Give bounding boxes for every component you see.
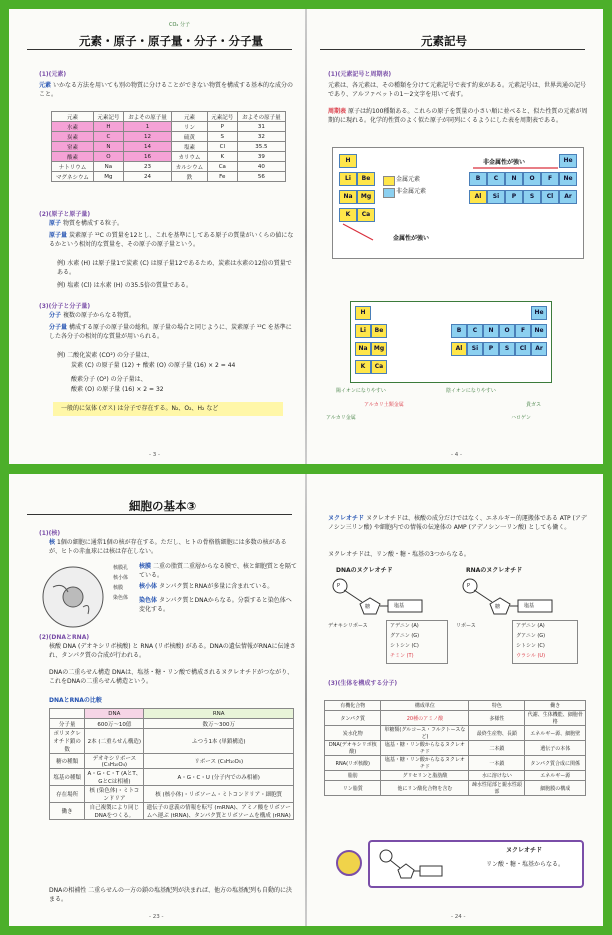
table-cell: 自己複製により同じDNAをつくる。 (85, 803, 144, 820)
element-cell: N (483, 324, 499, 338)
element-cell: Li (339, 172, 357, 186)
summary-nucleotide-icon (376, 846, 446, 880)
header-cell: 有機化合物 (325, 701, 381, 711)
element-cell: Na (339, 190, 357, 204)
table-row (50, 729, 294, 754)
term: 核小体 (139, 583, 158, 590)
element-cell: S (523, 190, 541, 204)
table-header-row (52, 112, 286, 122)
table-cell: 窒素 (52, 142, 94, 152)
table-cell: 糖の種類 (50, 754, 85, 769)
bond-line (474, 590, 492, 602)
page-title: 元素記号 (421, 34, 467, 48)
paragraph: ヌクレオチドは、リン酸・糖・塩基の3つからなる。 (328, 551, 470, 558)
table-cell: 12 (123, 132, 171, 142)
table-title: DNAとRNAの比較 (49, 697, 102, 704)
page-spread-bottom (9, 474, 603, 926)
title-rule (27, 514, 292, 515)
section-heading: (1)(元素) (39, 71, 67, 78)
table-cell: タンパク質 (325, 711, 381, 726)
header-cell: RNA (144, 709, 294, 719)
sugar-name: リボース (456, 623, 476, 629)
table-cell: 炭素 (52, 132, 94, 142)
table-cell: Cl (207, 142, 237, 152)
element-cell: N (505, 172, 523, 186)
paragraph (139, 596, 297, 614)
table-cell: 炭水化物 (325, 726, 381, 741)
table-cell: 塩基・糖・リン酸からなるヌクレオチド (381, 741, 469, 756)
table-cell: エネルギー源、細胞壁 (525, 726, 586, 741)
table-cell: 40 (237, 162, 285, 172)
summary-title: ヌクレオチド (506, 847, 543, 854)
table-row (52, 162, 286, 172)
base-item: グアニン (G) (390, 633, 420, 639)
arrow-line (343, 224, 373, 240)
diagram-label: 核膜 (113, 585, 124, 591)
header-cell (50, 709, 85, 719)
table-cell: P (207, 122, 237, 132)
element-cell: O (523, 172, 541, 186)
definition: タンパク質とRNAが多量に含まれている。 (158, 583, 274, 590)
header-cell: DNA (85, 709, 144, 719)
element-cell: F (515, 324, 531, 338)
table-cell: 核 (核小体)・リボソーム・ミトコンドリア・細胞質 (144, 786, 294, 803)
table-cell: K (207, 152, 237, 162)
element-cell: Mg (371, 342, 387, 356)
table-cell: 他にリン酸化合物を含む (381, 781, 469, 796)
section-heading: (3)(生体を構成する分子) (328, 680, 398, 687)
table-cell: S (207, 132, 237, 142)
element-cell: Ar (531, 342, 547, 356)
diagram-title: DNAのヌクレオチド (336, 567, 393, 574)
term: 核膜 (139, 563, 152, 570)
table-cell: 56 (237, 172, 285, 182)
base-item: ウラシル (U) (516, 653, 546, 659)
summary-text: リン酸・糖・塩基からなる。 (486, 861, 565, 868)
element-cell: He (559, 154, 577, 168)
table-cell: A・G・C・U (分子内でのみ相補) (144, 769, 294, 786)
table-row (325, 771, 586, 781)
definition: ヌクレオチドは、核酸の成分だけではなく、エネルギー的運搬体である ATP (アデノシン三リン酸) や細胞内での情報の伝達体の AMP (アデノシン一リン酸) としても働く。 (328, 515, 587, 531)
table-cell: 最終生産物、長鎖 (469, 726, 525, 741)
page-number: - 23 - (149, 914, 164, 920)
table-cell: 16 (123, 152, 171, 162)
diagram-title: RNAのヌクレオチド (466, 567, 523, 574)
element-cell: H (339, 154, 357, 168)
paragraph (139, 562, 297, 580)
handwritten-note: アルカリ金属 (326, 415, 356, 421)
paragraph (49, 311, 294, 320)
sugar-label: 糖 (495, 604, 501, 610)
term: 核 (49, 539, 56, 546)
table-cell: リン脂質 (325, 781, 381, 796)
base-item: グアニン (G) (516, 633, 546, 639)
bond-line (390, 860, 400, 868)
example: 例) 塩素 (Cl) は水素 (H) の35.5倍の質量である。 (57, 282, 192, 289)
table-cell: 600万〜10億 (85, 719, 144, 729)
trend-label: 非金属性が強い (483, 159, 526, 166)
element-table (51, 111, 286, 182)
table-cell: 塩基の種類 (50, 769, 85, 786)
table-cell: Ca (207, 162, 237, 172)
nucleolus (63, 587, 83, 607)
table-cell: 35.5 (237, 142, 285, 152)
base-item: シトシン (C) (516, 643, 545, 649)
paragraph: DNAの二重らせん構造 DNAは、塩基・糖・リン酸で構成されるヌクレオチドがつながり、これをDNAの二重らせん構造という。 (49, 669, 294, 685)
definition: 構成する原子の原子量の総和。原子量の場合と同じように、炭素原子 ¹²C を基準にした各分子の相対的な質量が用いられる。 (49, 324, 292, 340)
table-cell: 疎水性尾部と親水性頭部 (469, 781, 525, 796)
definition: 炭素原子 ¹²C の質量を12とし、これを基準にしてある原子の質量がいくらの値になるかという相対的な質量を、その原子の原子量という。 (49, 232, 294, 248)
section-heading: (1)(核) (39, 530, 61, 537)
table-cell: グリセリンと脂肪酸 (381, 771, 469, 781)
element-cell: Be (357, 172, 375, 186)
table-header-row (325, 701, 586, 711)
table-cell: 代謝、生体機能、細胞骨格 (525, 711, 586, 726)
annotated-periodic-table (350, 301, 552, 383)
table-cell: 脂肪 (325, 771, 381, 781)
section-heading: (2)(原子と原子量) (39, 211, 91, 218)
term: 元素 (39, 82, 52, 89)
element-cell: S (499, 342, 515, 356)
header-cell: 元素記号 (93, 112, 123, 122)
section-heading: (3)(分子と分子量) (39, 303, 91, 310)
table-cell: 働き (50, 803, 85, 820)
element-cell: Ar (559, 190, 577, 204)
header-cell: およその原子量 (237, 112, 285, 122)
table-cell: Mg (93, 172, 123, 182)
handwritten-note: CO₂ 分子 (169, 22, 191, 28)
table-cell: 酸素 (52, 152, 94, 162)
table-cell: デオキシリボース (C₅H₁₀O₄) (85, 754, 144, 769)
table-row (325, 711, 586, 726)
note: 一般的に気体 (ガス) は分子で存在する。N₂、O₂、H₂ など (61, 405, 219, 412)
trend-label: 金属性が強い (393, 235, 430, 242)
diagram-label: 染色体 (113, 595, 129, 601)
definition: 複数の原子からなる物質。 (62, 312, 135, 319)
base-item: チミン (T) (390, 653, 414, 659)
table-cell: O (93, 152, 123, 162)
element-cell: P (483, 342, 499, 356)
header-cell: 構成単位 (381, 701, 469, 711)
term: ヌクレオチド (328, 515, 365, 522)
element-cell: H (355, 306, 371, 320)
header-cell: 働き (525, 701, 586, 711)
table-cell: 2本 (二重らせん構造) (85, 729, 144, 754)
handwritten-note: 陽イオンになりやすい (336, 388, 386, 394)
table-cell: 23 (123, 162, 171, 172)
page-number: - 4 - (451, 452, 462, 458)
paragraph: 核酸 DNA (デオキシリボ核酸) と RNA (リボ核酸) がある。DNAの遺伝情報がRNAに伝達され、タンパク質の合成が行われる。 (49, 643, 296, 659)
paragraph (139, 582, 297, 591)
term: 周期表 (328, 108, 347, 115)
paragraph (49, 538, 297, 556)
element-cell: C (487, 172, 505, 186)
phosphate-label: P (467, 583, 471, 589)
section-heading: (2)(DNAとRNA) (39, 634, 90, 641)
table-cell: ナトリウム (52, 162, 94, 172)
header-cell: およその原子量 (123, 112, 171, 122)
element-cell: Al (451, 342, 467, 356)
handwritten-note: アルカリ土類金属 (364, 402, 404, 408)
definition: 物質を構成する粒子。 (62, 220, 123, 227)
handwritten-note: 陰イオンになりやすい (446, 388, 496, 394)
table-cell: マグネシウム (52, 172, 94, 182)
element-cell: Ne (559, 172, 577, 186)
table-cell: カルシウム (172, 162, 208, 172)
page-title: 元素・原子・原子量・分子・分子量 (79, 34, 263, 48)
sugar-name: デオキシリボース (328, 623, 368, 629)
table-cell: 多様性 (469, 711, 525, 726)
table-row (50, 786, 294, 803)
dna-rna-table (49, 708, 294, 820)
base-label: 塩基 (524, 603, 535, 609)
section-heading: (1)(元素記号と周期表) (328, 71, 392, 78)
paragraph (49, 323, 294, 341)
footer-paragraph: DNAの相補性 二重らせんの一方の鎖の塩基配列が決まれば、他方の塩基配列も自動的に決まる。 (49, 887, 292, 903)
table-row (52, 152, 286, 162)
paragraph (49, 219, 294, 228)
table-cell: 核 (染色体)・ミトコンドリア (85, 786, 144, 803)
table-row (325, 781, 586, 796)
table-row (52, 122, 286, 132)
magnifier-icon (336, 850, 362, 876)
table-cell: 14 (123, 142, 171, 152)
biomolecule-table (324, 700, 586, 796)
element-cell: Ca (357, 208, 375, 222)
table-cell: ふつう1本 (単鎖構造) (144, 729, 294, 754)
table-cell: 細胞膜の構成 (525, 781, 586, 796)
table-row (325, 726, 586, 741)
diagram-label: 核膜孔 (113, 565, 129, 571)
element-cell: Na (355, 342, 371, 356)
definition: 原子は約100種類ある。これらの原子を質量の小さい順に並べると、似た性質の元素が周期的に現れる。化学的性質のよく似た原子が同列にくるようにした表を周期表である。 (328, 108, 588, 124)
header-cell: 元素 (52, 112, 94, 122)
element-cell: Ca (371, 360, 387, 374)
table-cell: 一本鎖 (469, 756, 525, 771)
page-3 (9, 9, 306, 464)
table-cell: 塩素 (172, 142, 208, 152)
table-cell: 水に溶けない (469, 771, 525, 781)
title-rule (27, 49, 292, 50)
table-cell: Fe (207, 172, 237, 182)
page-24 (306, 474, 603, 926)
table-row (325, 741, 586, 756)
table-cell: 39 (237, 152, 285, 162)
element-cell: C (467, 324, 483, 338)
element-cell: Al (469, 190, 487, 204)
title-rule (320, 49, 585, 50)
table-cell: 遺伝子の本体 (525, 741, 586, 756)
paragraph (328, 107, 590, 125)
element-cell: He (531, 306, 547, 320)
table-row (50, 803, 294, 820)
table-cell: 遺伝子の意義の情報を転写 (mRNA)、アミノ酸をリボソームへ運ぶ (tRNA)、タンパク質とリボソームを構成 (rRNA) (144, 803, 294, 820)
trend-arrows (333, 148, 583, 258)
base-box (420, 866, 442, 876)
term: 分子 (49, 312, 62, 319)
element-cell: Li (355, 324, 371, 338)
example: 酸素分子 (O²) の分子量は、 (71, 376, 147, 383)
table-cell: 単糖類(グルコース・フルクトースなど) (381, 726, 469, 741)
term: 原子 (49, 220, 62, 227)
legend-label: 非金属元素 (396, 188, 427, 195)
table-cell: 二本鎖 (469, 741, 525, 756)
table-row (325, 756, 586, 771)
element-cell: Cl (515, 342, 531, 356)
paragraph (39, 81, 294, 99)
table-cell: リボース (C₅H₁₀O₅) (144, 754, 294, 769)
nucleus-diagram (33, 562, 113, 632)
sugar-label: 糖 (365, 604, 371, 610)
diagram-label: 核小体 (113, 575, 129, 581)
table-cell: エネルギー源 (525, 771, 586, 781)
table-row (50, 719, 294, 729)
table-cell: N (93, 142, 123, 152)
definition: いかなる方法を用いても別の物質に分けることができない物質を構成する基本的な成分のこと。 (39, 82, 293, 98)
paragraph (328, 514, 590, 532)
element-cell: P (505, 190, 523, 204)
page-title: 細胞の基本③ (129, 499, 197, 513)
base-label: 塩基 (394, 603, 405, 609)
table-cell: H (93, 122, 123, 132)
table-row (52, 132, 286, 142)
table-cell: 31 (237, 122, 285, 132)
table-cell: タンパク質合成に関係 (525, 756, 586, 771)
table-cell: 水素 (52, 122, 94, 132)
table-cell: A・G・C・T (AとT、GとCは相補) (85, 769, 144, 786)
header-cell: 元素記号 (207, 112, 237, 122)
table-cell: 硫黄 (172, 132, 208, 142)
table-cell: 分子量 (50, 719, 85, 729)
page-spread-top (9, 9, 603, 464)
element-cell: Be (371, 324, 387, 338)
table-cell: 数万〜300万 (144, 719, 294, 729)
table-cell: ポリヌクレオチド鎖の数 (50, 729, 85, 754)
page-number: - 24 - (451, 914, 466, 920)
definition: 1個の細胞に通常1個の核が存在する。ただし、ヒトの骨格筋細胞には多数の核があるが、ヒトの赤血球には核は存在しない。 (49, 539, 287, 555)
term: 原子量 (49, 232, 68, 239)
element-cell: O (499, 324, 515, 338)
table-cell: 存在場所 (50, 786, 85, 803)
table-cell: 24 (123, 172, 171, 182)
example: 例) 水素 (H) は原子量1で炭素 (C) は原子量12であるため、炭素は水素の12倍の質量である。 (57, 260, 292, 276)
element-cell: Mg (357, 190, 375, 204)
definition: 二重の脂質二重層からなる膜で、核と細胞質とを隔てている。 (139, 563, 297, 579)
table-cell: カリウム (172, 152, 208, 162)
element-cell: K (339, 208, 357, 222)
table-cell: リン (172, 122, 208, 132)
table-cell: C (93, 132, 123, 142)
definition: タンパク質とDNAからなる。分裂すると染色体へ変化する。 (139, 597, 292, 613)
term: 染色体 (139, 597, 158, 604)
legend-label: 金属元素 (396, 176, 421, 183)
element-cell: B (469, 172, 487, 186)
table-row (52, 142, 286, 152)
table-cell: 20種のアミノ酸 (381, 711, 469, 726)
header-cell: 特色 (469, 701, 525, 711)
element-cell: B (451, 324, 467, 338)
element-cell: Cl (541, 190, 559, 204)
table-cell: 鉄 (172, 172, 208, 182)
paragraph: 元素は、各元素は、その種類を分けて元素記号で表す約束がある。元素記号は、世界共通の記号であり、アルファベットの1〜2文字を用いて表す。 (328, 82, 587, 98)
base-item: シトシン (C) (390, 643, 419, 649)
table-cell: Na (93, 162, 123, 172)
base-item: アデニン (A) (516, 623, 545, 629)
page-23 (9, 474, 306, 926)
example: 例) 二酸化炭素 (CO²) の分子量は、 (57, 352, 154, 359)
table-header-row (50, 709, 294, 719)
example: 炭素 (C) の原子量 (12) + 酸素 (O) の原子量 (16) × 2 = 44 (71, 362, 236, 369)
handwritten-note: ハロゲン (511, 415, 531, 421)
term: 分子量 (49, 324, 68, 331)
table-cell: RNA(リボ核酸) (325, 756, 381, 771)
table-cell: 32 (237, 132, 285, 142)
element-cell: Ne (531, 324, 547, 338)
sugar-pentagon (398, 864, 414, 878)
page-4 (306, 9, 603, 464)
header-cell: 元素 (172, 112, 208, 122)
bond-line (344, 590, 362, 602)
example: 酸素 (O) の原子量 (16) × 2 = 32 (71, 386, 164, 393)
periodic-table (332, 147, 584, 259)
page-number: - 3 - (149, 452, 160, 458)
paragraph (49, 231, 294, 249)
phosphate-label: P (337, 583, 341, 589)
table-cell: DNA(デオキシリボ核酸) (325, 741, 381, 756)
table-row (50, 754, 294, 769)
base-item: アデニン (A) (390, 623, 419, 629)
element-cell: Si (487, 190, 505, 204)
table-cell: 塩基・糖・リン酸からなるヌクレオチド (381, 756, 469, 771)
element-cell: Si (467, 342, 483, 356)
table-row (52, 172, 286, 182)
element-cell: F (541, 172, 559, 186)
handwritten-note: 貴ガス (526, 402, 542, 408)
table-cell: 1 (123, 122, 171, 132)
element-cell: K (355, 360, 371, 374)
table-row (50, 769, 294, 786)
